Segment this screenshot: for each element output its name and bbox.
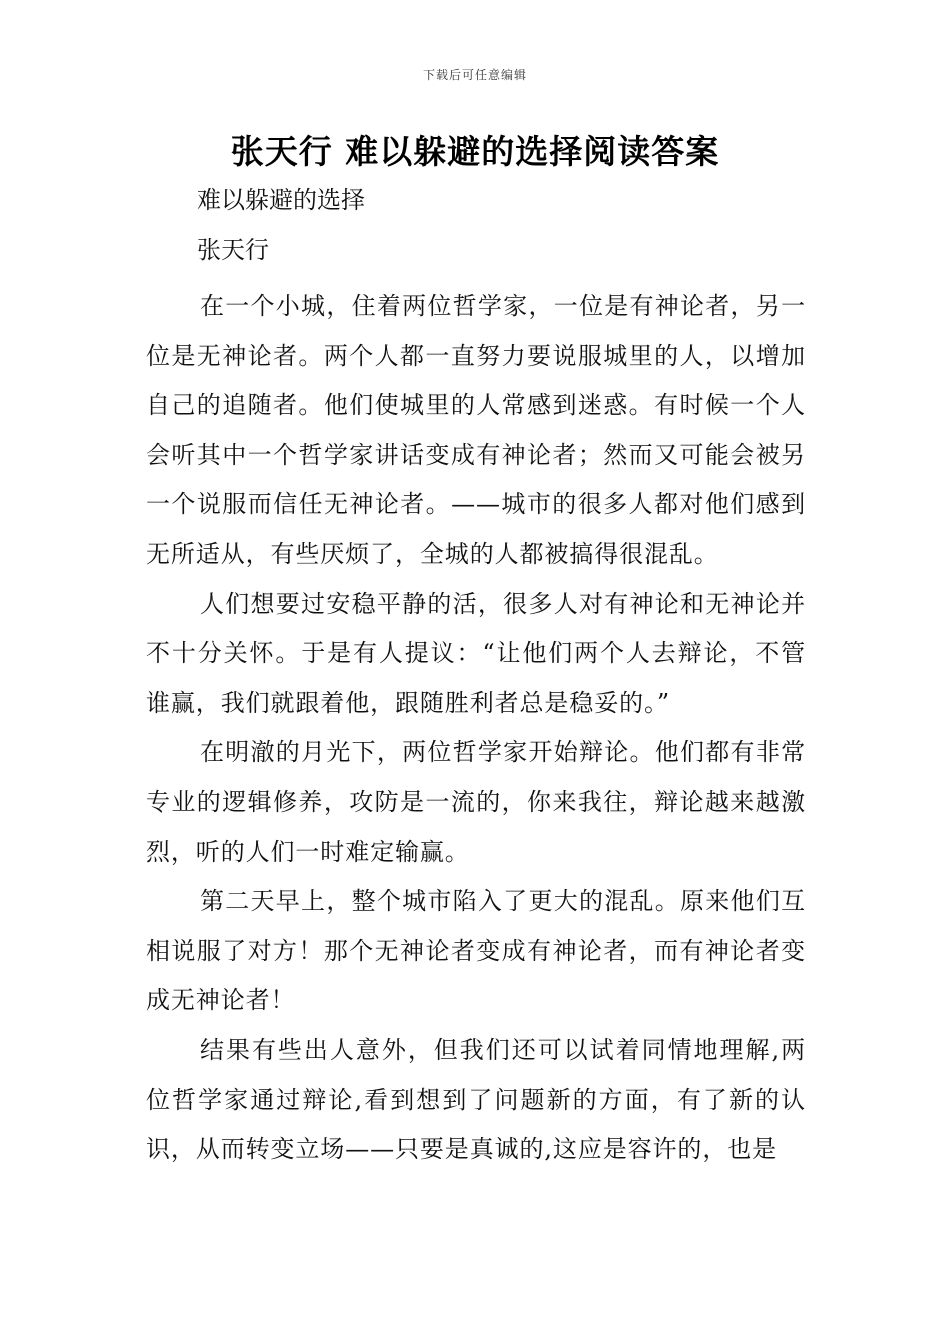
paragraph-3: 在明澈的月光下，两位哲学家开始辩论。他们都有非常专业的逻辑修养，攻防是一流的，你来我往，辩论越来越激烈，听的人们一时难定输赢。	[146, 738, 806, 866]
article-author: 张天行	[197, 236, 269, 264]
header-note: 下载后可任意编辑	[422, 68, 527, 82]
article-body	[146, 282, 806, 1175]
paragraph-2: 人们想要过安稳平静的活，很多人对有神论和无神论并不十分关怀。于是有人提议：“让他们两个人去辩论，不管谁赢，我们就跟着他，跟随胜利者总是稳妥的。”	[146, 589, 806, 717]
paragraph-4: 第二天早上，整个城市陷入了更大的混乱。原来他们互相说服了对方！那个无神论者变成有神论者，而有神论者变成无神论者！	[146, 887, 806, 1015]
document-title: 张天行 难以躲避的选择阅读答案	[230, 132, 720, 171]
paragraph-5: 结果有些出人意外，但我们还可以试着同情地理解,两位哲学家通过辩论,看到想到了问题新的方面，有了新的认识，从而转变立场——只要是真诚的,这应是容许的，也是	[146, 1035, 806, 1164]
paragraph-1: 在一个小城，住着两位哲学家，一位是有神论者，另一位是无神论者。两个人都一直努力要说服城里的人，以增加自己的追随者。他们使城里的人常感到迷惑。有时候一个人会听其中一个哲学家讲话变成有神论者；然而又可能会被另一个说服而信任无神论者。——城市的很多人都对他们感到无所适从，有些厌烦了，全城的人都被搞得很混乱。	[146, 292, 806, 568]
article-subtitle: 难以躲避的选择	[197, 186, 365, 214]
